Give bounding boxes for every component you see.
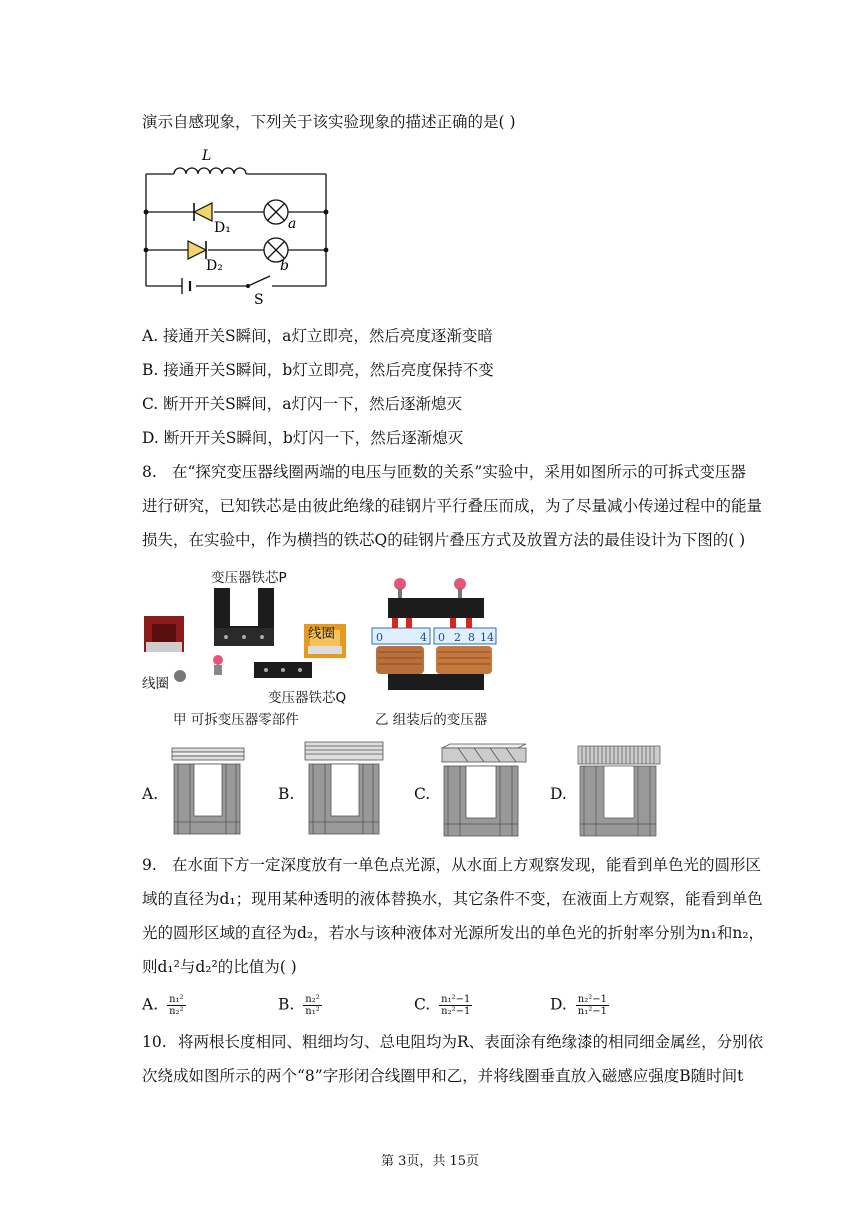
q8-line-2: 进行研究，已知铁芯是由彼此绝缘的硅钢片平行叠压而成，为了尽量减小传递过程中的能量 [142,497,763,515]
core-p-label: 变压器铁芯P [211,570,287,586]
q8-option-c-letter: C. [414,785,431,803]
q7-option-d: D. 断开开关S瞬间，b灯闪一下，然后逐渐熄灭 [142,429,464,447]
caption-right: 乙 组装后的变压器 [375,712,488,728]
q9-line-1: 9. 在水面下方一定深度放有一单色点光源，从水面上方观察发现，能看到单色光的圆形区 [142,856,762,874]
q9-line-3: 光的圆形区域的直径为d₂，若水与该种液体对光源所发出的单色光的折射率分别为n₁和n₂， [142,924,765,942]
lamp-b-label: b [280,258,289,274]
coil-left-label: 线圈 [142,676,169,692]
q9-line-4: 则d₁²与d₂²的比值为( ) [142,958,297,976]
caption-left: 甲 可拆变压器零部件 [173,712,299,728]
option-c-core-figure [438,742,530,838]
switch-label: S [254,292,264,306]
q8-line-3: 损失，在实验中，作为横挡的铁芯Q的硅钢片叠压方式及放置方法的最佳设计为下图的( ) [142,531,746,549]
q8-option-a-letter: A. [142,785,159,803]
scale2-3: 14 [480,631,494,644]
lamp-a-label: a [288,216,297,232]
q9-option-a: A. $\frac{\text{n₁²}}{\text{n₂²}}$ [142,994,184,1017]
q9-line-2: 域的直径为d₁；现用某种透明的液体替换水，其它条件不变，在液面上方观察，能看到单色 [142,890,763,908]
assembled-transformer-photo [370,576,500,694]
inductor-label: L [202,148,212,164]
page-footer: 第 3页，共 15页 [380,1154,480,1169]
q7-option-a: A. 接通开关S瞬间，a灯立即亮，然后亮度逐渐变暗 [142,327,493,345]
q7-stem: 演示自感现象，下列关于该实验现象的描述正确的是( ) [142,113,516,131]
coil-right-label: 线圈 [308,626,335,642]
option-a-core-figure [168,744,248,838]
q8-number: 8. [142,463,157,481]
option-b-core-figure [303,740,387,838]
q10-line-1: 10. 将两根长度相同、粗细均匀、总电阻均为R、表面涂有绝缘漆的相同细金属丝，分别依 [142,1033,764,1051]
q7-option-b: B. 接通开关S瞬间，b灯立即亮，然后亮度保持不变 [142,361,494,379]
option-d-core-figure [576,744,664,838]
q8-option-b-letter: B. [278,785,295,803]
scale1-0: 0 [376,631,383,644]
q9-option-d: D. $\frac{\text{n₂²−1}}{\text{n₁²−1}}$ [550,994,607,1017]
q7-option-c: C. 断开开关S瞬间，a灯闪一下，然后逐渐熄灭 [142,395,463,413]
scale2-0: 0 [438,631,445,644]
q8-line-1: 8. 在“探究变压器线圈两端的电压与匝数的关系”实验中，采用如图所示的可拆式变压器 [142,463,746,481]
diode2-label: D₂ [206,258,223,274]
q9-option-c: C. $\frac{\text{n₁²−1}}{\text{n₂²−1}}$ [414,994,471,1017]
q9-number: 9. [142,856,157,874]
q10-number: 10. [142,1033,167,1051]
scale2-2: 8 [468,631,475,644]
scale1-1: 4 [420,631,427,644]
q9-option-b: B. $\frac{\text{n₂²}}{\text{n₁²}}$ [278,994,320,1017]
diode1-label: D₁ [214,220,231,236]
circuit-diagram [138,146,338,306]
core-q-label: 变压器铁芯Q [268,690,347,706]
q10-line-2: 次绕成如图所示的两个“8”字形闭合线圈甲和乙，并将线圈垂直放入磁感应强度B随时间t [142,1067,744,1085]
q8-option-d-letter: D. [550,785,567,803]
scale2-1: 2 [454,631,461,644]
